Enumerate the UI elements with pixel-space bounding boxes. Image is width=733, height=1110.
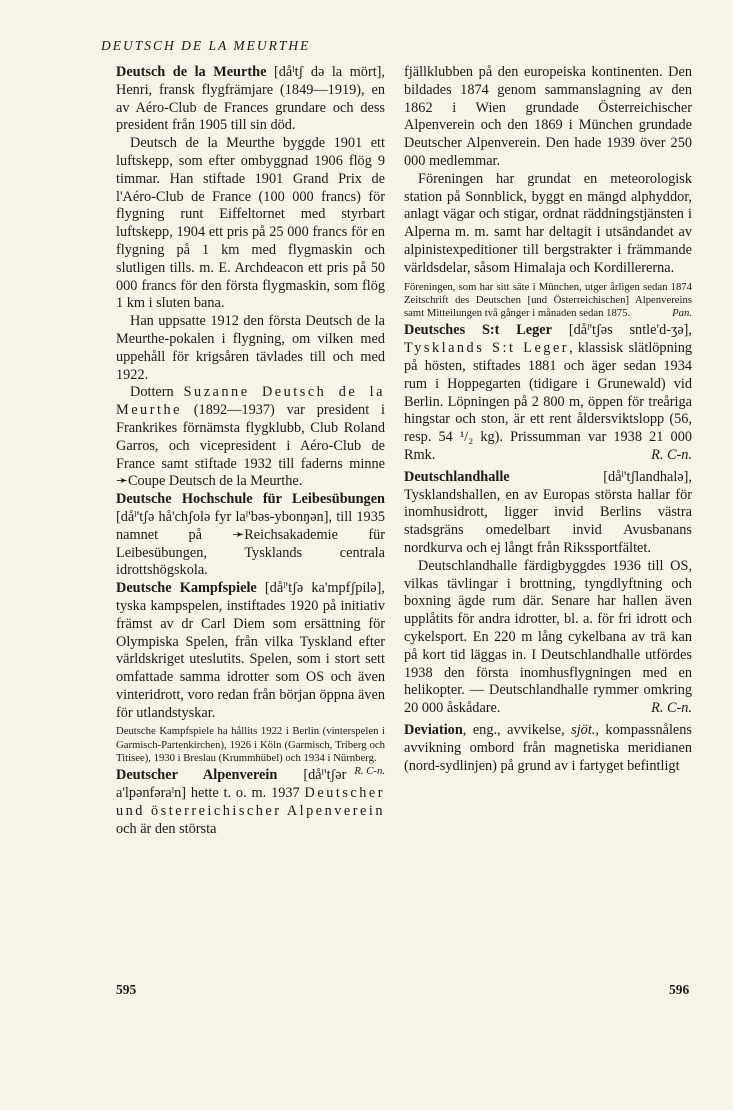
author-signature: R. C-n. [651,447,692,464]
paragraph: Deutschlandhalle färdigbyggdes 1936 till OS, vilkas tävlingar i brottning, tyngdlyftning och boxning ägde rum där. Senare har hallen även upplåtits för andra idrotter, bl. a. för fri idrott och cykelsport. En 220 m lång cykelbana av trä kan på kort tid läggas in. I Deutschlandhalle utfördes 1938 den första inomhusflygningen med en helikopter. — Deutschlandhalle rymmer omkring 20 000 åskådare. R. C-n. [404,557,692,717]
left-column [116,64,385,839]
entry-deutschlandhalle [404,469,692,558]
entry-deutsche-kampfspiele [116,580,385,722]
author-signature: R. C-n. [651,700,692,717]
spaced-name: Deutscher und österreichischer Alpenverein [116,785,385,819]
entry-text: [dåˡ'tʃə hå'chʃolə fyr laˡ'bəs-ybonŋən], till 1935 namnet på ➛Reichsakademie für Leibesübungen, Tysklands centrala idrottshögskola. [116,508,385,579]
entry-headword: Deutsche Hochschule für Leibesübungen [116,491,385,508]
running-head: DEUTSCH DE LA MEURTHE [101,38,311,53]
entry-text: [dåˡ'tʃə ka'mpfʃpilə], tyska kampspelen, instiftades 1920 på initiativ främst av dr Carl Diem som ersättning för Olympiska Spelen, från vilka Tyskland efter världskriget uteslutits. Spelen, som i stort sett omfattade samma idrotter som OS och även vinteridrott, voro redan från början öppna även för utlandstyskar. [116,580,385,721]
entry-deutscher-alpenverein: Deutscher Alpenverein [dåˡ'tʃər a'lpənfəraˡn] hette t. o. m. 1937 Deutscher und österreichischer Alpenverein och är den största [116,767,385,837]
entry-deutsche-hochschule [116,491,385,580]
entry-headword: Deutsch de la Meurthe [116,64,267,80]
entry-deviation: Deviation, eng., avvikelse, sjöt., kompassnålens avvikning ombord från magnetiska meridianen (nord-sydlinjen) på grund av i fartyget befintligt [404,721,692,774]
paragraph: fjällklubben på den europeiska kontinenten. Den bildades 1874 genom sammanslagning av den 1862 i Wien grundade Österreichischer Alpenverein och den 1869 i München grundade Deutscher Alpenverein. Den hade 1939 över 250 000 medlemmar. [404,64,692,169]
page-number-right: 596 [669,982,690,997]
small-note: Föreningen, som har sitt säte i München, utger årligen sedan 1874 Zeitschrift des Deutschen [und Österreichischen] Alpenvereins samt Mitteilungen två gånger i månaden sedan 1875. Pan. [404,280,692,320]
entry-headword: Deutsches S:t Leger [404,322,552,339]
author-signature: R. C-n. [354,765,385,778]
paragraph: Deutsch de la Meurthe byggde 1901 ett luftskepp, som efter ombyggnad 1906 flög 9 timmar. Han stiftade 1901 Grand Prix de l'Aéro-Club de France (100 000 francs) för flygning runt Eiffeltornet med styrbart luftskepp, 1904 ett pris på 25 000 francs för en flygning på 1 km med flygmaskin och slutligen tills. m. E. Archdeacon ett pris på 50 000 francs för den första flygmaskin, som flög 1 km i sluten bana. [116,135,385,312]
paragraph: Dottern Suzanne Deutsch de la Meurthe (1892—1937) var president i Frankrikes förnämsta flygklubb, Club Roland Garros, och vicepresident i Aéro-Club de France samt stiftade 1932 till faderns minne ➛Coupe Deutsch de la Meurthe. [116,384,385,490]
entry-deutsches-st-leger: Deutsches S:t Leger [dåˡ'tʃəs sntle'd-ʒə], Tysklands S:t Leger, klassisk slätlöpning på hösten, stiftades 1881 och äger sedan 1934 rum i Hoppegarten (tidigare i Grunewald) vid Berlin. Löpningen på 2 800 m, öppen för treåriga hingstar och ston, är ett rent åldersviktslopp (56, resp. 54 ¹/₂ kg). Prissumman var 1938 21 000 Rmk. R. C-n. [404,322,693,464]
spaced-name: Suzanne Deutsch de la Meurthe [116,384,385,419]
entry-headword: Deutsche Kampfspiele [116,580,257,597]
page-number-left: 595 [116,982,137,997]
right-column [404,64,692,775]
paragraph: Han uppsatte 1912 den första Deutsch de la Meurthe-pokalen i flygning, om vilken med uppehåll för krigsåren tävlades till och med 1922. [116,313,385,383]
entry-headword: Deutschlandhalle [404,468,510,485]
entry-deutsch-de-la-meurthe [116,64,385,135]
spaced-name: Tysklands S:t Leger [404,340,570,357]
entry-headword: Deutscher Alpenverein [116,767,278,784]
small-note: Deutsche Kampfspiele ha hållits 1922 i Berlin (vinterspelen i Garmisch-Partenkirchen), 1926 i Köln (Garmisch, Triberg och Titisee), 1930 i Breslau (Krummhübel) och 1934 i Nürnberg. R. C-n. [116,725,385,778]
paragraph: Föreningen har grundat en meteorologisk station på Sonnblick, byggt en mängd alphyddor, anlagt vägar och stigar, ordnat räddningstjänsten i Alperna m. m. samt har deltagit i utsändandet av alpinistexpeditioner till bergstrakter i främmande världsdelar, såsom Himalaja och Kordillererna. [404,170,692,276]
author-signature: Pan. [672,307,692,320]
entry-headword: Deviation [404,721,463,738]
entry-text: [dåˡtʃ də la mört], Henri, fransk flygfrämjare (1849—1919), en av Aéro-Club de Frances grundare och dess president från 1905 till sin död. [116,64,386,134]
entry-text: [dåˡ'tʃlandhalə], Tysklandshallen, en av Europas största hallar för inomhusidrott, ligger invid Berlins västra stadsgräns omedelbart invid Avusbanans nordkurva och ej långt från Rikssportfältet. [404,468,692,557]
